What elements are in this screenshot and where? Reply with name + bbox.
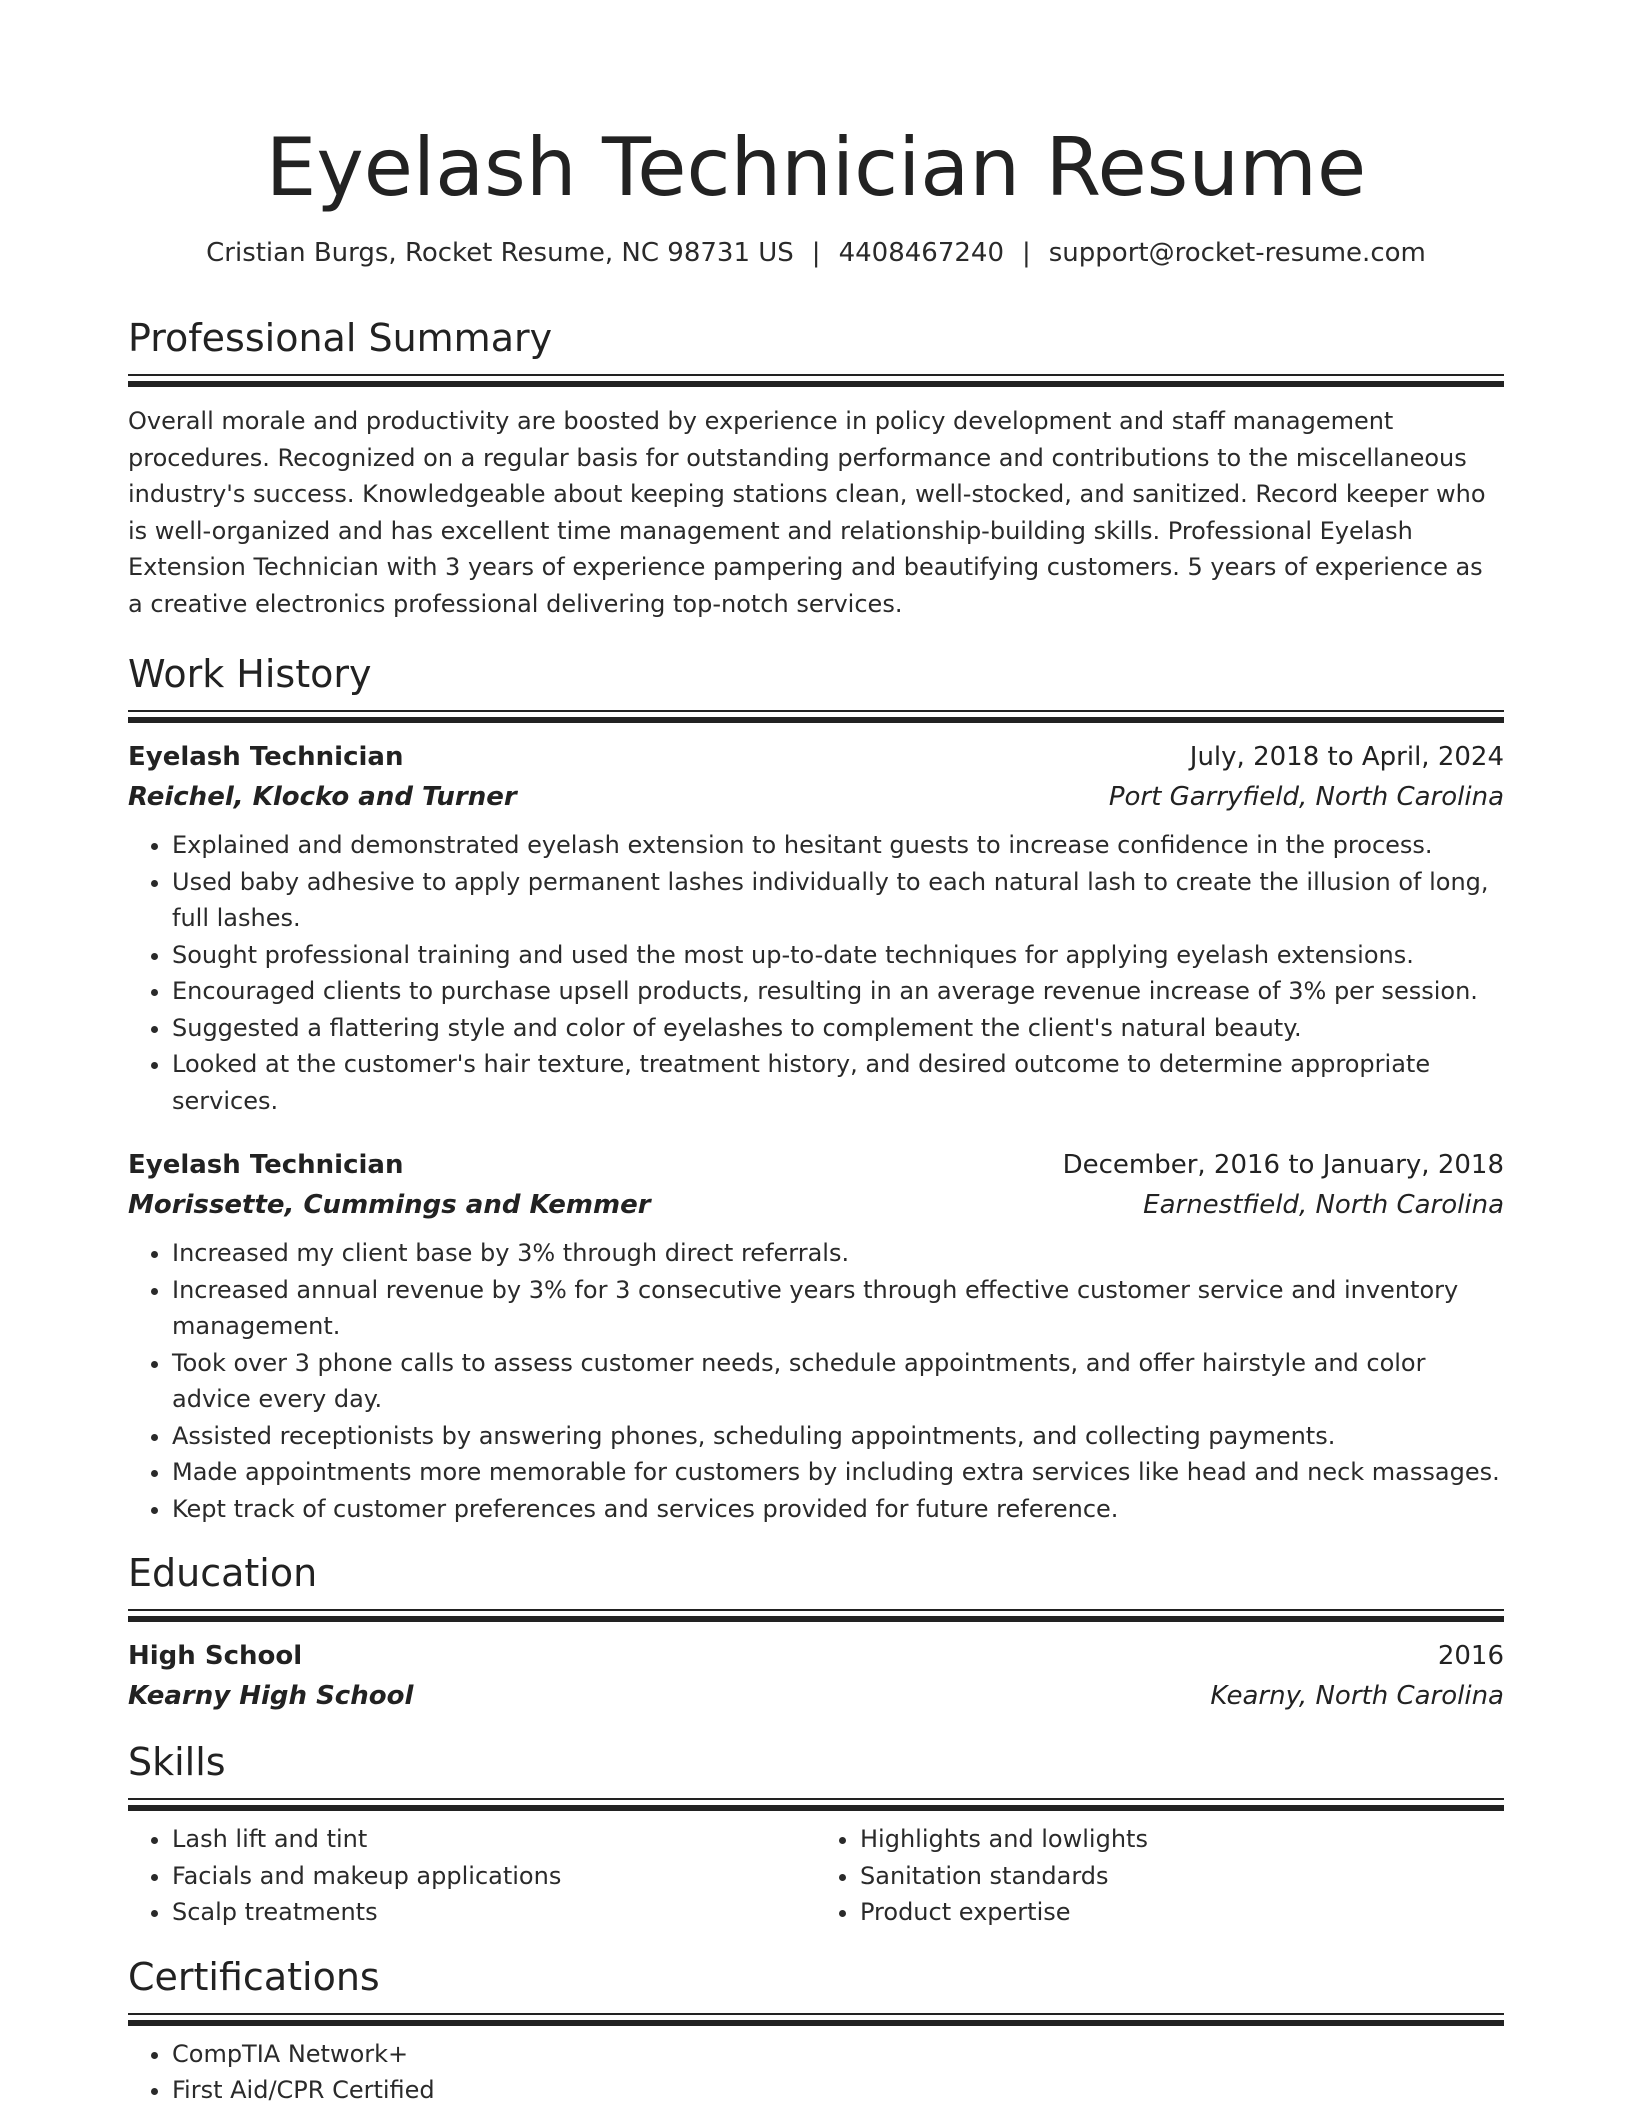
- education-location: Kearny, North Carolina: [1210, 1681, 1504, 1711]
- list-item: • Increased my client base by 3% through direct referrals.: [172, 1235, 1504, 1272]
- section-rule-thin: [128, 710, 1504, 712]
- list-item: • Sanitation standards: [860, 1858, 1504, 1895]
- list-item: • Scalp treatments: [172, 1894, 816, 1931]
- list-item: • Assisted receptionists by answering phones, scheduling appointments, and collecting payments.: [172, 1418, 1504, 1455]
- certifications-section: [128, 1953, 1504, 2109]
- section-rule-thin: [128, 1609, 1504, 1611]
- list-item: • Lash lift and tint: [172, 1821, 816, 1858]
- certifications-list: [128, 2036, 1504, 2109]
- education-section: [128, 1549, 1504, 1716]
- list-item: • Highlights and lowlights: [860, 1821, 1504, 1858]
- list-item: • Suggested a flattering style and color of eyelashes to complement the client's natural beauty.: [172, 1010, 1504, 1047]
- summary-section: [128, 314, 1504, 622]
- education-school: Kearny High School: [128, 1681, 414, 1711]
- skills-left-list: [128, 1821, 816, 1931]
- contact-line: [128, 236, 1504, 270]
- list-item: • Facials and makeup applications: [172, 1858, 816, 1895]
- job-entry: [128, 737, 1504, 1119]
- job-dates: July, 2018 to April, 2024: [1189, 742, 1504, 772]
- contact-address: Cristian Burgs, Rocket Resume, NC 98731 US: [206, 238, 794, 268]
- certifications-heading: Certifications: [128, 1954, 380, 1999]
- job-bullets: [128, 827, 1504, 1119]
- resume-title: Eyelash Technician Resume: [265, 121, 1367, 214]
- skills-columns: [128, 1811, 1504, 1931]
- skills-right-list: [816, 1821, 1504, 1931]
- list-item: • Used baby adhesive to apply permanent lashes individually to each natural lash to create the illusion of long, full lashes.: [172, 864, 1504, 937]
- education-year: 2016: [1437, 1641, 1504, 1671]
- summary-text: Overall morale and productivity are boosted by experience in policy development and staff management procedures. Recognized on a regular basis for outstanding performance and contributions to the miscellaneous industry's success. Knowledgeable about keeping stations clean, well-stocked, and sanitized. Record keeper who is well-organized and has excellent time management and relationship-building skills. Professional Eyelash Extension Technician with 3 years of experience pampering and beautifying customers. 5 years of experience as a creative electronics professional delivering top-notch services.: [128, 407, 1486, 618]
- job-title: Eyelash Technician: [128, 742, 404, 772]
- job-entry: [128, 1145, 1504, 1527]
- contact-phone: 4408467240: [838, 238, 1004, 268]
- skills-heading: Skills: [128, 1740, 226, 1784]
- section-rule-thick: [128, 381, 1504, 387]
- list-item: • Took over 3 phone calls to assess customer needs, schedule appointments, and offer hairstyle and color advice every day.: [172, 1345, 1504, 1418]
- section-rule-thick: [128, 2020, 1504, 2026]
- job-location: Earnestfield, North Carolina: [1143, 1190, 1504, 1220]
- work-heading: Work History: [128, 652, 372, 696]
- section-rule-thick: [128, 1616, 1504, 1622]
- work-section: [128, 650, 1504, 1527]
- job-dates: December, 2016 to January, 2018: [1062, 1150, 1504, 1180]
- list-item: • Kept track of customer preferences and services provided for future reference.: [172, 1491, 1504, 1528]
- section-rule-thin: [128, 1798, 1504, 1800]
- list-item: • Sought professional training and used the most up-to-date techniques for applying eyelash extensions.: [172, 937, 1504, 974]
- list-item: • First Aid/CPR Certified: [172, 2072, 1504, 2109]
- list-item: • CompTIA Network+: [172, 2036, 1504, 2073]
- section-rule-thin: [128, 2013, 1504, 2015]
- contact-separator: |: [1021, 238, 1031, 268]
- list-item: • Looked at the customer's hair texture, treatment history, and desired outcome to determine appropriate services.: [172, 1046, 1504, 1119]
- list-item: • Increased annual revenue by 3% for 3 consecutive years through effective customer service and inventory management.: [172, 1272, 1504, 1345]
- list-item: • Product expertise: [860, 1894, 1504, 1931]
- section-rule-thick: [128, 717, 1504, 723]
- job-bullets: [128, 1235, 1504, 1527]
- skills-section: [128, 1738, 1504, 1931]
- list-item: • Explained and demonstrated eyelash extension to hesitant guests to increase confidence in the process.: [172, 827, 1504, 864]
- list-item: • Made appointments more memorable for customers by including extra services like head and neck massages.: [172, 1454, 1504, 1491]
- section-rule-thin: [128, 374, 1504, 376]
- contact-separator: |: [811, 238, 821, 268]
- job-company: Morissette, Cummings and Kemmer: [128, 1190, 651, 1220]
- education-degree: High School: [128, 1641, 303, 1671]
- contact-email: support@rocket-resume.com: [1048, 238, 1426, 268]
- job-title: Eyelash Technician: [128, 1150, 404, 1180]
- job-company: Reichel, Klocko and Turner: [128, 782, 517, 812]
- education-heading: Education: [128, 1551, 318, 1595]
- resume-page: [128, 0, 1504, 2109]
- summary-heading: Professional Summary: [128, 316, 553, 360]
- list-item: • Encouraged clients to purchase upsell products, resulting in an average revenue increase of 3% per session.: [172, 973, 1504, 1010]
- job-location: Port Garryfield, North Carolina: [1108, 782, 1504, 812]
